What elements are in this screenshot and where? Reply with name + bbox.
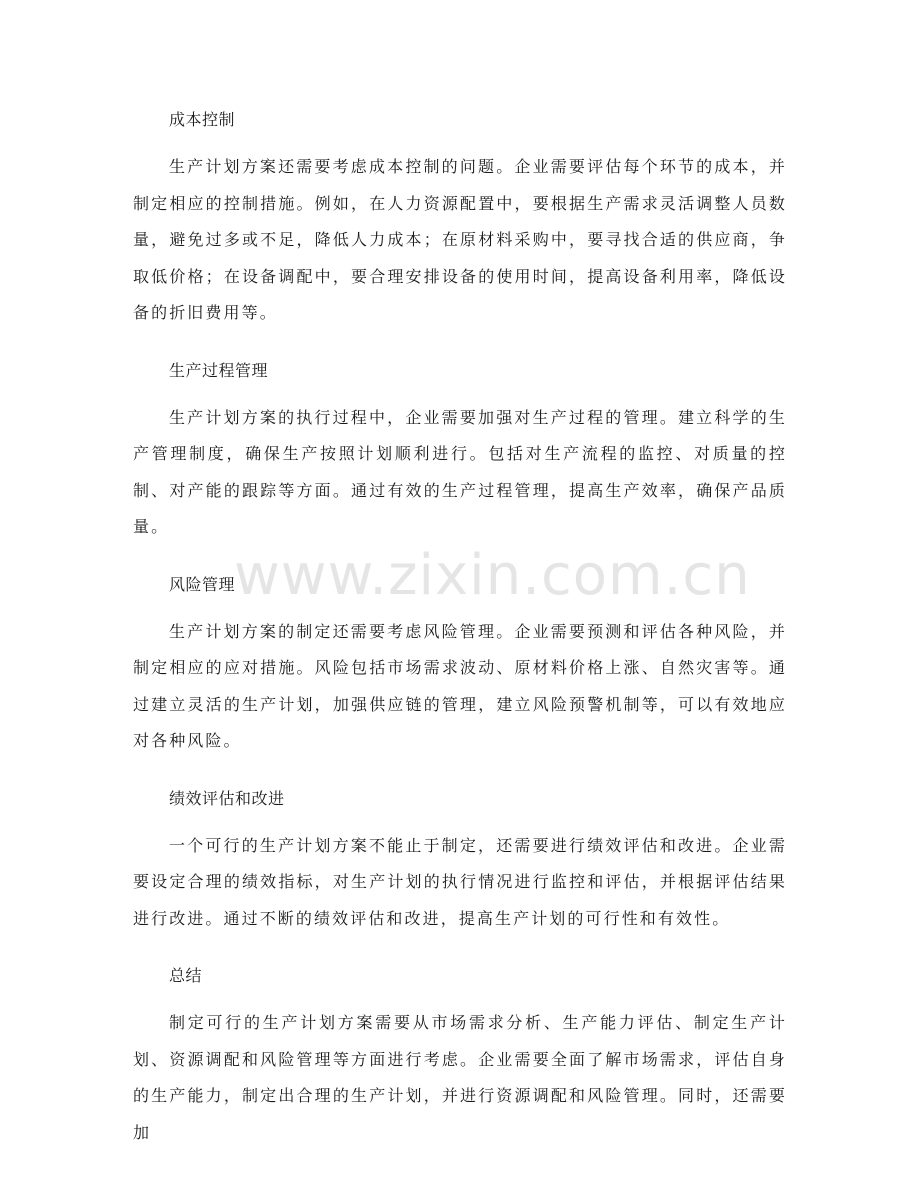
section-heading-process-management: 生产过程管理 (169, 360, 269, 380)
document-body (133, 101, 787, 1171)
section-heading-cost-control: 成本控制 (169, 110, 236, 129)
section-heading-risk-management: 风险管理 (169, 574, 236, 594)
section-paragraph-performance: 一个可行的生产计划方案不能止于制定，还需要进行绩效评估和改进。企业需要设定合理的绩效指标，对生产计划的执行情况进行监控和评估，并根据评估结果进行改进。通过不断的绩效评估和改进，提高生产计划的可行性和有效性。 (133, 835, 787, 928)
section-paragraph-cost-control: 生产计划方案还需要考虑成本控制的问题。企业需要评估每个环节的成本，并制定相应的控制措施。例如，在人力资源配置中，要根据生产需求灵活调整人员数量，避免过多或不足，降低人力成本；在原材料采购中，要寻找合适的供应商，争取低价格；在设备调配中，要合理安排设备的使用时间，提高设备利用率，降低设备的折旧费用等。 (133, 157, 787, 322)
section-paragraph-process-management: 生产计划方案的执行过程中，企业需要加强对生产过程的管理。建立科学的生产管理制度，确保生产按照计划顺利进行。包括对生产流程的监控、对质量的控制、对产能的跟踪等方面。通过有效的生产过程管理，提高生产效率，确保产品质量。 (133, 407, 787, 536)
section-paragraph-risk-management: 生产计划方案的制定还需要考虑风险管理。企业需要预测和评估各种风险，并制定相应的应对措施。风险包括市场需求波动、原材料价格上涨、自然灾害等。通过建立灵活的生产计划，加强供应链的管理，建立风险预警机制等，可以有效地应对各种风险。 (133, 621, 787, 750)
watermark: www.zixin.com.cn (234, 543, 751, 608)
section-paragraph-summary: 制定可行的生产计划方案需要从市场需求分析、生产能力评估、制定生产计划、资源调配和风险管理等方面进行考虑。企业需要全面了解市场需求，评估自身的生产能力，制定出合理的生产计划，并进行资源调配和风险管理。同时，还需要加 (133, 1013, 787, 1142)
section-heading-performance: 绩效评估和改进 (169, 788, 285, 808)
section-heading-summary: 总结 (169, 966, 203, 985)
